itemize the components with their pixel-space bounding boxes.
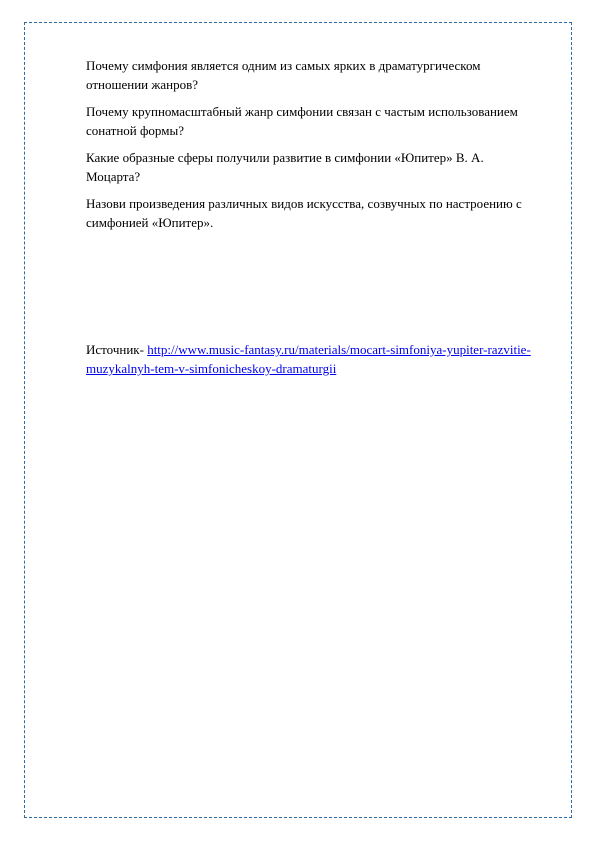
question-4: Назови произведения различных видов искусства, созвучных по настроению с симфонией «Юпитер».	[86, 196, 522, 230]
question-1: Почему симфония является одним из самых ярких в драматургическом отношении жанров?	[86, 58, 481, 92]
source-label: Источник-	[86, 342, 148, 357]
question-2: Почему крупномасштабный жанр симфонии связан с частым использованием сонатной формы?	[86, 104, 518, 138]
source-paragraph	[86, 340, 536, 378]
question-3: Какие образные сферы получили развитие в симфонии «Юпитер» В. А. Моцарта?	[86, 150, 484, 184]
source-link[interactable]: http://www.music-fantasy.ru/materials/mocart-simfoniya-yupiter-razvitie-muzykalnyh-tem-v-simfonicheskoy-dramaturgii	[86, 342, 531, 376]
questions-section	[86, 56, 536, 240]
